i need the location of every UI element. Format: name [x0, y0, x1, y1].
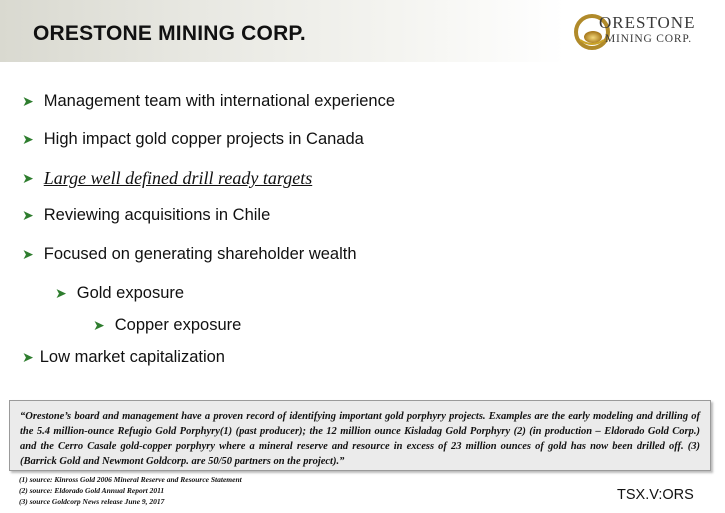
bullet-arrow-icon: ➤ [22, 349, 34, 365]
source-note: (1) source: Kinross Gold 2006 Mineral Reserve and Resource Statement [19, 475, 242, 484]
list-item [22, 245, 357, 264]
list-item [22, 348, 225, 367]
bullet-text: Management team with international experience [43, 92, 396, 110]
source-note: (2) source: Eldorado Gold Annual Report 2011 [19, 486, 165, 495]
page-title: ORESTONE MINING CORP. [33, 22, 306, 45]
list-item [22, 92, 395, 111]
bullet-arrow-icon: ➤ [22, 131, 34, 147]
bullet-arrow-icon: ➤ [22, 93, 34, 109]
quote-box: “Orestone’s board and management have a proven record of identifying important gold porphyry projects. Examples are the early modeling and drilling of the 5.4 million-ounce Refugio Gold Porphyry(1) (past producer); the 12 million ounce Kisladag Gold Porphyry (2) (in production – Eldorado Gold Corp.) and the Cerro Casale gold-copper porphyry where a mineral reserve and resource in excess of 23 million ounces of gold has now been drilled off. (3) (Barrick Gold and Newmont Goldcorp. are 50/50 partners on the project).” [9, 400, 711, 471]
bullet-text: Gold exposure [76, 284, 185, 302]
bullet-text: Low market capitalization [39, 348, 225, 366]
list-item [22, 168, 312, 189]
bullet-arrow-icon: ➤ [55, 285, 67, 301]
list-item [93, 316, 241, 335]
logo-subtitle: MINING CORP. [605, 33, 692, 45]
logo-wordmark: ORESTONE [599, 13, 696, 32]
source-note: (3) source Goldcorp News release June 9, 2017 [19, 497, 165, 506]
list-item [55, 284, 184, 303]
bullet-text: High impact gold copper projects in Canada [43, 130, 364, 148]
bullet-text: Focused on generating shareholder wealth [43, 245, 357, 263]
bullet-text: Reviewing acquisitions in Chile [43, 206, 271, 224]
list-item [22, 206, 270, 225]
bullet-arrow-icon: ➤ [22, 207, 34, 223]
bullet-arrow-icon: ➤ [93, 317, 105, 333]
list-item [22, 130, 364, 149]
bullet-text: Copper exposure [114, 316, 242, 334]
bullet-arrow-icon: ➤ [22, 170, 34, 186]
bullet-text: Large well defined drill ready targets [43, 168, 313, 188]
bullet-arrow-icon: ➤ [22, 246, 34, 262]
company-logo [566, 0, 725, 62]
ticker-symbol: TSX.V:ORS [617, 487, 694, 503]
title-banner [0, 0, 565, 62]
